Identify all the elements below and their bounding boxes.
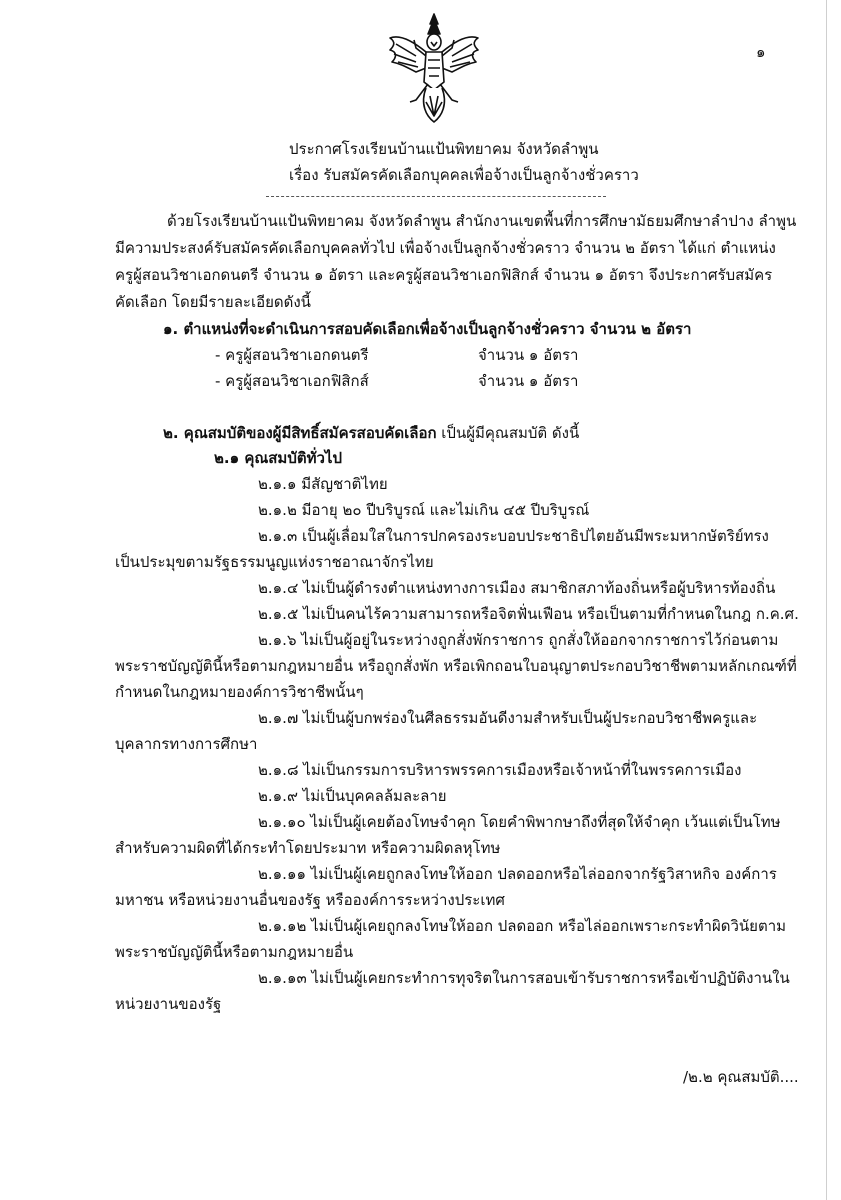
qualification-line: ๒.๑.๙ ไม่เป็นบุคคลล้มละลาย	[258, 787, 447, 805]
qualification-line: ๒.๑.๖ ไม่เป็นผู้อยู่ในระหว่างถูกสั่งพักราชการ ถูกสั่งให้ออกจากราชการไว้ก่อนตาม	[258, 631, 779, 649]
qualification-line: เป็นประมุขตามรัฐธรรมนูญแห่งราชอาณาจักรไทย	[115, 553, 434, 571]
intro-line: มีความประสงค์รับสมัครคัดเลือกบุคคลทั่วไป เพื่อจ้างเป็นลูกจ้างชั่วคราว จำนวน ๒ อัตรา ได้แก่ ตำแหน่ง	[115, 239, 776, 257]
qualification-line: ๒.๑.๘ ไม่เป็นกรรมการบริหารพรรคการเมืองหรือเจ้าหน้าที่ในพรรคการเมือง	[258, 761, 742, 779]
qualification-line: มหาชน หรือหน่วยงานอื่นของรัฐ หรือองค์การระหว่างประเทศ	[115, 891, 505, 909]
qualification-line: ๒.๑.๔ ไม่เป็นผู้ดำรงตำแหน่งทางการเมือง สมาชิกสภาท้องถิ่นหรือผู้บริหารท้องถิ่น	[258, 579, 776, 597]
position-count: จำนวน ๑ อัตรา	[478, 372, 579, 390]
section-2-heading-rest: เป็นผู้มีคุณสมบัติ ดังนี้	[436, 424, 580, 442]
qualification-line: ๒.๑.๗ ไม่เป็นผู้บกพร่องในศีลธรรมอันดีงามสำหรับเป็นผู้ประกอบวิชาชีพครูและ	[258, 709, 758, 727]
qualification-line: สำหรับความผิดที่ได้กระทำโดยประมาท หรือความผิดลหุโทษ	[115, 839, 501, 857]
header-divider	[266, 196, 606, 197]
qualification-line: ๒.๑.๕ ไม่เป็นคนไร้ความสามารถหรือจิตฟั่นเฟือน หรือเป็นตามที่กำหนดในกฎ ก.ค.ศ.	[258, 605, 799, 623]
section-1-heading: ๑. ตำแหน่งที่จะดำเนินการสอบคัดเลือกเพื่อจ้างเป็นลูกจ้างชั่วคราว จำนวน ๒ อัตรา	[163, 320, 692, 338]
page-number: ๑	[756, 43, 766, 61]
garuda-emblem-icon	[386, 12, 482, 124]
qualification-line: กำหนดในกฎหมายองค์การวิชาชีพนั้นๆ	[115, 683, 364, 701]
intro-line: ด้วยโรงเรียนบ้านแป้นพิทยาคม จังหวัดลำพูน สำนักงานเขตพื้นที่การศึกษามัธยมศึกษาลำปาง ลำพูน	[167, 212, 797, 230]
qualification-line: ๒.๑.๑๓ ไม่เป็นผู้เคยกระทำการทุจริตในการสอบเข้ารับราชการหรือเข้าปฏิบัติงานใน	[258, 969, 790, 987]
qualification-line: หน่วยงานของรัฐ	[115, 995, 222, 1013]
section-2-1-heading: ๒.๑ คุณสมบัติทั่วไป	[214, 449, 342, 467]
scan-edge	[826, 0, 827, 1200]
qualification-line: ๒.๑.๑๑ ไม่เป็นผู้เคยถูกลงโทษให้ออก ปลดออกหรือไล่ออกจากรัฐวิสาหกิจ องค์การ	[258, 865, 777, 883]
position-name: - ครูผู้สอนวิชาเอกฟิสิกส์	[215, 372, 369, 390]
intro-line: ครูผู้สอนวิชาเอกดนตรี จำนวน ๑ อัตรา และครูผู้สอนวิชาเอกฟิสิกส์ จำนวน ๑ อัตรา จึงประกาศรับสมัคร	[115, 266, 773, 284]
qualification-line: บุคลากรทางการศึกษา	[115, 735, 258, 753]
qualification-line: พระราชบัญญัตินี้หรือตามกฎหมายอื่น	[115, 943, 354, 961]
announcement-subject: เรื่อง รับสมัครคัดเลือกบุคคลเพื่อจ้างเป็นลูกจ้างชั่วคราว	[289, 166, 639, 184]
position-name: - ครูผู้สอนวิชาเอกดนตรี	[215, 346, 369, 364]
qualification-line: ๒.๑.๑๒ ไม่เป็นผู้เคยถูกลงโทษให้ออก ปลดออก หรือไล่ออกเพราะกระทำผิดวินัยตาม	[258, 917, 787, 935]
qualification-line: พระราชบัญญัตินี้หรือตามกฎหมายอื่น หรือถูกสั่งพัก หรือเพิกถอนใบอนุญาตประกอบวิชาชีพตามหลักเกณฑ์ที่	[115, 657, 797, 675]
section-2-heading-bold: ๒. คุณสมบัติของผู้มีสิทธิ์สมัครสอบคัดเลือก	[163, 424, 437, 442]
qualification-line: ๒.๑.๒ มีอายุ ๒๐ ปีบริบูรณ์ และไม่เกิน ๔๕ ปีบริบูรณ์	[258, 501, 590, 519]
qualification-line: ๒.๑.๑๐ ไม่เป็นผู้เคยต้องโทษจำคุก โดยคำพิพากษาถึงที่สุดให้จำคุก เว้นแต่เป็นโทษ	[258, 813, 781, 831]
position-count: จำนวน ๑ อัตรา	[478, 346, 579, 364]
intro-line: คัดเลือก โดยมีรายละเอียดดังนี้	[115, 293, 311, 311]
qualification-line: ๒.๑.๓ เป็นผู้เลื่อมใสในการปกครองระบอบประชาธิปไตยอันมีพระมหากษัตริย์ทรง	[258, 527, 769, 545]
announcement-title: ประกาศโรงเรียนบ้านแป้นพิทยาคม จังหวัดลำพูน	[289, 140, 599, 158]
continuation-marker: /๒.๒ คุณสมบัติ....	[683, 1068, 799, 1086]
qualification-line: ๒.๑.๑ มีสัญชาติไทย	[258, 475, 388, 493]
section-2-heading	[163, 424, 579, 442]
